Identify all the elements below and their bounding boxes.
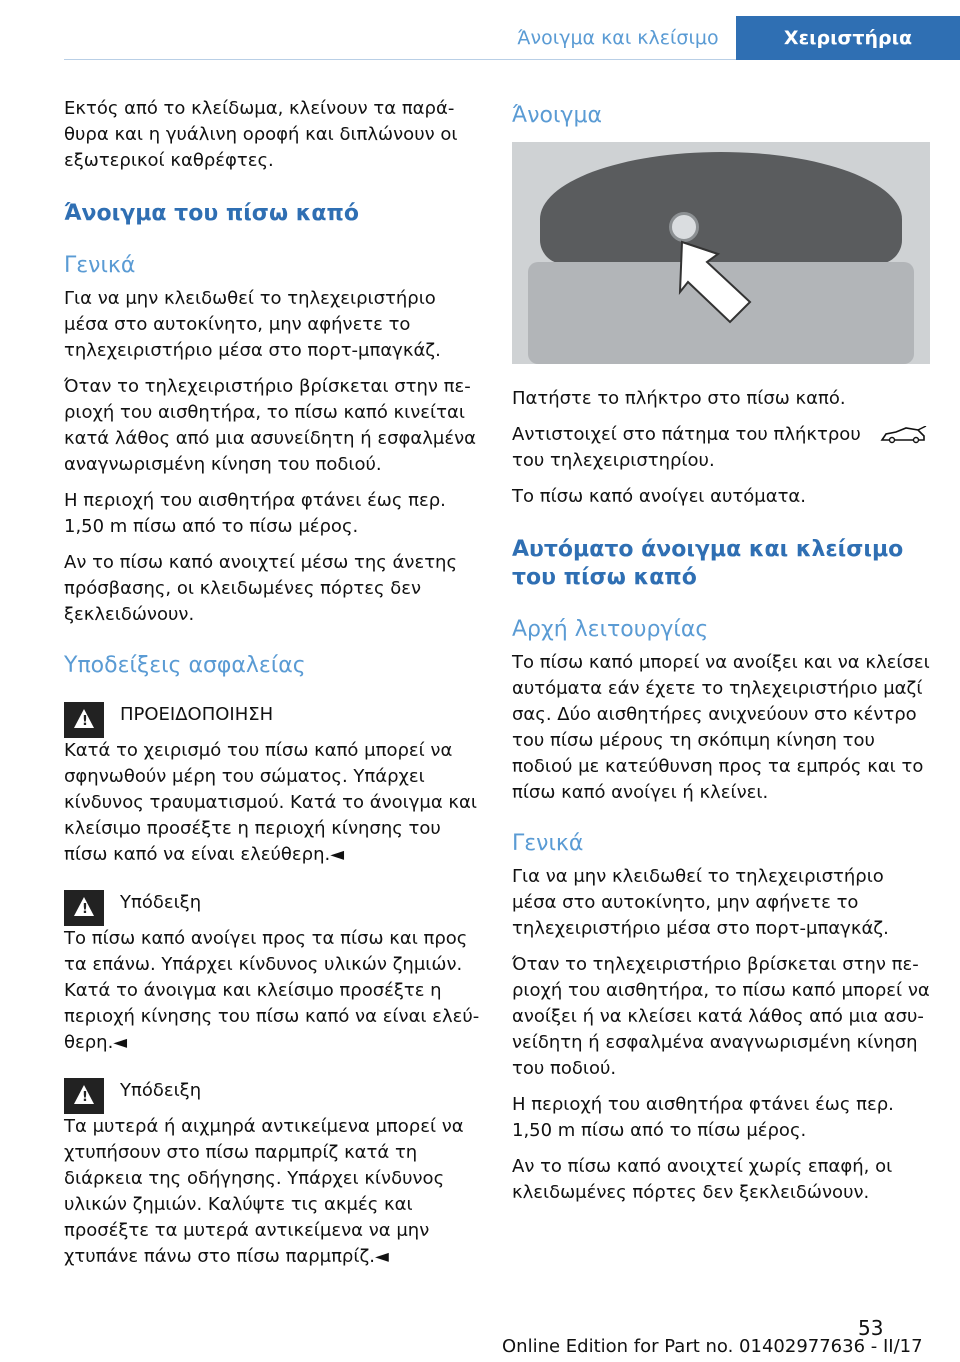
notice-text: Το πίσω καπό ανοίγει προς τα πίσω και προς τα επάνω. Υπάρχει κίνδυνος υλικών ζημιών. Κατά το άνοιγμα και κλείσιμο προσέξτε η περιοχή κίνησης του πίσω καπό να είναι ελεύθερη.◄ <box>64 928 480 1053</box>
paragraph-remote-inside: Για να μην κλειδωθεί το τηλεχειριστήριο μέσα στο αυτοκίνητο, μην αφήνετε το τηλεχειριστήριο μέσα στο πορτ-μπαγκάζ. <box>64 288 441 361</box>
heading-safety-notes: Υποδείξεις ασφαλείας <box>64 653 306 678</box>
heading-general: Γενικά <box>64 253 136 278</box>
page-number: 53 <box>858 1316 884 1340</box>
paragraph-sensor-range: Η περιοχή του αισθητήρα φτάνει έως περ. 1,50 m πίσω από το πίσω μέρος. <box>512 1094 894 1141</box>
header-divider <box>64 59 736 60</box>
warning-triangle-icon: ! <box>64 1078 104 1114</box>
heading-opening-tailgate: Άνοιγμα του πίσω καπό <box>64 201 359 226</box>
paragraph-remote-inside: Για να μην κλειδωθεί το τηλεχειριστήριο μέσα στο αυτοκίνητο, μην αφήνετε το τηλεχειριστήριο μέσα στο πορτ-μπαγκάζ. <box>512 866 889 939</box>
warning-title: ΠΡΟΕΙΔΟΠΟΙΗΣΗ <box>120 704 274 725</box>
paragraph-remote-equivalent: Αντιστοιχεί στο πάτημα του πλήκτρου του τηλεχειριστηρίου. <box>512 422 930 474</box>
notice-title: Υπόδειξη <box>120 1080 202 1101</box>
header-section-title: Άνοιγμα και κλείσιμο <box>517 27 719 49</box>
edition-footer: Online Edition for Part no. 01402977636 - II/17 <box>502 1336 923 1357</box>
paragraph-principle: Το πίσω καπό μπορεί να ανοίξει και να κλείσει αυτόματα εάν έχετε το τηλεχειριστήριο μαζί σας. Δύο αισθητήρες ανιχνεύουν στο κέντρο του πίσω μέρους τη σκόπιμη κίνηση του ποδιού με κατεύθυνση προς τα εμπρός και το πίσω καπό ανοίγει ή κλείνει. <box>512 652 930 803</box>
warning-block-1 <box>64 702 482 868</box>
heading-general: Γενικά <box>512 831 584 856</box>
paragraph-opens-automatically: Το πίσω καπό ανοίγει αυτόματα. <box>512 486 806 507</box>
heading-principle: Αρχή λειτουργίας <box>512 617 709 642</box>
paragraph-comfort-access: Αν το πίσω καπό ανοιχτεί μέσω της άνετης πρόσβασης, οι κλειδωμένες πόρτες δεν ξεκλειδώνουν. <box>64 552 458 625</box>
press-arrow-icon <box>512 142 930 364</box>
car-tailgate-key-icon <box>880 426 928 444</box>
notice-block-3 <box>64 1078 482 1270</box>
tailgate-photo <box>512 142 930 364</box>
header-chapter-tab[interactable]: Χειριστήρια <box>736 16 960 60</box>
right-column <box>512 96 930 1216</box>
paragraph-sensor-area: Όταν το τηλεχειριστήριο βρίσκεται στην περιοχή του αισθητήρα, το πίσω καπό κινείται κατά λάθος από μια ασυνείδητη ή εσφαλμένα αναγνωρισμένη κίνηση του ποδιού. <box>64 376 477 475</box>
notice-title: Υπόδειξη <box>120 892 202 913</box>
heading-opening: Άνοιγμα <box>512 103 602 128</box>
paragraph-contactless: Αν το πίσω καπό ανοιχτεί χωρίς επαφή, οι κλειδωμένες πόρτες δεν ξεκλειδώνουν. <box>512 1156 893 1203</box>
warning-text: Κατά το χειρισμό του πίσω καπό μπορεί να σφηνωθούν μέρη του σώματος. Υπάρχει κίνδυνος τραυματισμού. Κατά το άνοιγμα και κλείσιμο προσέξτε η περιοχή κίνησης του πίσω καπό να είναι ελεύθερη.◄ <box>64 740 477 865</box>
notice-text: Τα μυτερά ή αιχμηρά αντικείμενα μπορεί να χτυπήσουν στο πίσω παρμπρίζ κατά τη διάρκεια της οδήγησης. Υπάρχει κίνδυνος υλικών ζημιών. Καλύψτε τις ακμές και προσέξτε τα μυτερά αντικείμενα να μην χτυπάνε πάνω στο πίσω παρμπρίζ.◄ <box>64 1116 464 1267</box>
heading-auto-open-close: Αυτόματο άνοιγμα και κλείσιμο του πίσω καπό <box>512 537 904 590</box>
notice-block-2 <box>64 890 482 1056</box>
left-column <box>64 96 482 1280</box>
warning-triangle-icon: ! <box>64 890 104 926</box>
intro-paragraph: Εκτός από το κλείδωμα, κλείνουν τα παράθυρα και η γυάλινη οροφή και διπλώνουν οι εξωτερικοί καθρέφτες. <box>64 98 458 171</box>
paragraph-sensor-area: Όταν το τηλεχειριστήριο βρίσκεται στην περιοχή του αισθητήρα, το πίσω καπό μπορεί να ανοίξει ή να κλείσει κατά λάθος από μια ασυνείδητη ή εσφαλμένα αναγνωρισμένη κίνηση του ποδιού. <box>512 954 930 1079</box>
paragraph-sensor-range: Η περιοχή του αισθητήρα φτάνει έως περ. 1,50 m πίσω από το πίσω μέρος. <box>64 490 446 537</box>
warning-triangle-icon: ! <box>64 702 104 738</box>
paragraph-press-button: Πατήστε το πλήκτρο στο πίσω καπό. <box>512 388 846 409</box>
